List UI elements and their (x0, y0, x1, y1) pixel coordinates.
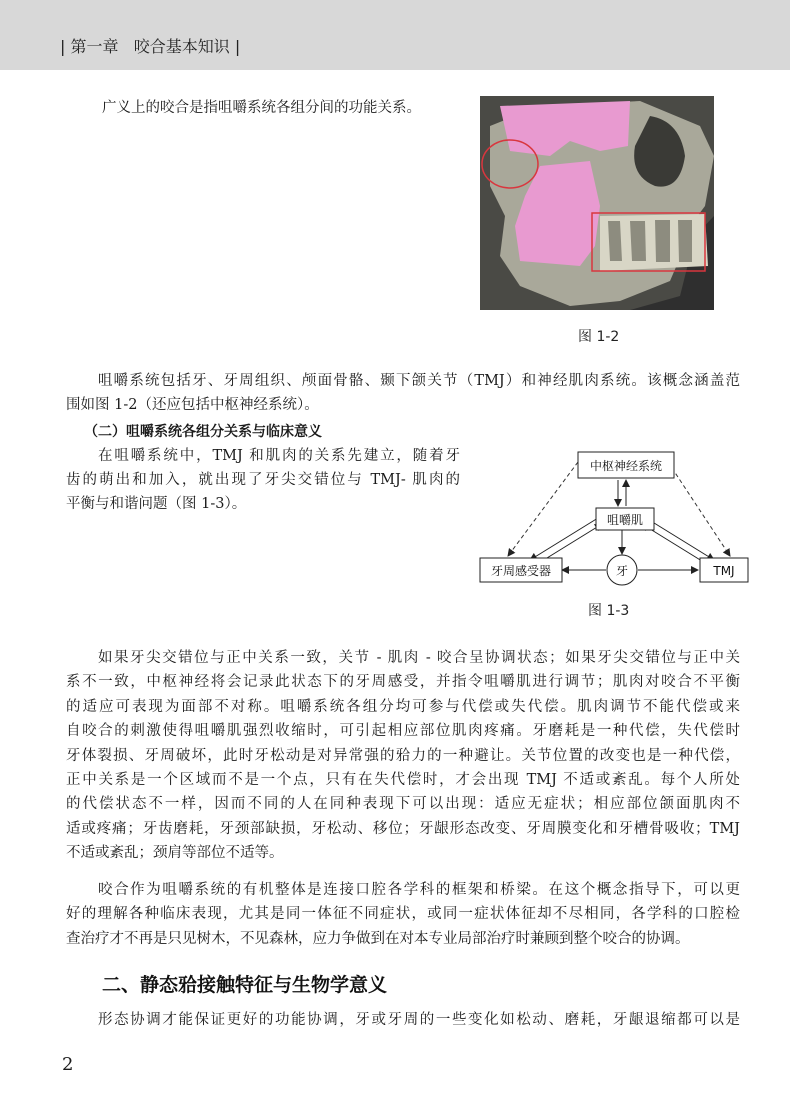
header-title: 咬合基本知识 (133, 37, 230, 56)
skull-ct-figure (480, 96, 714, 310)
para3-line: 适或疼痛；牙齿磨耗，牙颈部缺损，牙松动、移位；牙龈形态改变、牙周膜变化和牙槽骨吸收；TMJ (66, 820, 740, 837)
node-tmj: TMJ (713, 564, 735, 578)
para3-line: 如果牙尖交错位与正中关系一致，关节 - 肌肉 - 咬合呈协调状态；如果牙尖交错位与正中关 (98, 650, 740, 666)
para3-line: 不适或紊乱；颈肩等部位不适等。 (66, 845, 284, 862)
header-text: | 第一章 咬合基本知识 | (60, 37, 241, 56)
para4-line: 咬合作为咀嚼系统的有机整体是连接口腔各学科的框架和桥梁。在这个概念指导下，可以更 (98, 882, 740, 898)
para3-line: 的代偿状态不一样，因而不同的人在同种表现下可以出现：适应无症状；相应部位颌面肌肉不 (66, 796, 740, 813)
para4-line: 查治疗才不再是只见树木，不见森林，应力争做到在对本专业局部治疗时兼顾到整个咬合的协调。 (66, 930, 690, 947)
subheading-text: （二）咀嚼系统各组分关系与临床意义 (84, 424, 322, 440)
figure-1-3-caption: 图 1-3 (588, 603, 630, 619)
section-title: 二、静态𬌗接触特征与生物学意义 (102, 974, 388, 996)
para5-line: 形态协调才能保证更好的功能协调，牙或牙周的一些变化如松动、磨耗，牙龈退缩都可以是 (98, 1012, 740, 1028)
intro-text: 广义上的咬合是指咀嚼系统各组分间的功能关系。 (102, 100, 421, 116)
subheading (84, 420, 484, 444)
figure-1-2-caption: 图 1-2 (578, 329, 620, 345)
page-number: 2 (62, 1054, 74, 1075)
para3-line: 的适应可表现为面部不对称。咀嚼系统各组分均可参与代偿或失代偿。肌肉调节不能代偿或来 (66, 698, 740, 715)
para3-line: 系不一致，中枢神经将会记录此状态下的牙周感受，并指令咀嚼肌进行调节；肌肉对咬合不平衡 (66, 674, 740, 691)
para4-line: 好的理解各种临床表现，尤其是同一体征不同症状，或同一症状体征却不尽相同，各学科的口腔检 (66, 906, 740, 923)
para2-line1: 在咀嚼系统中，TMJ 和肌肉的关系先建立，随着牙 (98, 448, 460, 464)
node-cns: 中枢神经系统 (589, 459, 663, 473)
node-muscle: 咀嚼肌 (606, 513, 644, 527)
para2-line2: 齿的萌出和加入，就出现了牙尖交错位与 TMJ- 肌肉的 (66, 472, 460, 488)
para3-line: 牙体裂损、牙周破坏，此时牙松动是对异常强的𬌗力的一种避让。关节位置的改变也是一种代偿， (66, 747, 740, 764)
relationship-diagram (468, 448, 758, 608)
para3-line: 正中关系是一个区域而不是一个点，只有在失代偿时，才会出现 TMJ 不适或紊乱。每个人所处 (66, 772, 740, 788)
para2-line3: 平衡与和谐问题（图 1-3）。 (66, 496, 247, 512)
node-tooth: 牙 (615, 564, 629, 578)
header-chapter: 第一章 (70, 37, 119, 56)
running-header (0, 0, 790, 70)
node-periodontal: 牙周感受器 (490, 564, 552, 578)
para1-line2: 围如图 1-2（还应包括中枢神经系统）。 (66, 397, 319, 413)
para3-line: 自咬合的刺激使得咀嚼肌强烈收缩时，可引起相应部位肌肉疼痛。牙磨耗是一种代偿，失代偿时 (66, 723, 740, 740)
para1-line1: 咀嚼系统包括牙、牙周组织、颅面骨骼、颞下颌关节（TMJ）和神经肌肉系统。该概念涵盖范 (98, 373, 740, 389)
